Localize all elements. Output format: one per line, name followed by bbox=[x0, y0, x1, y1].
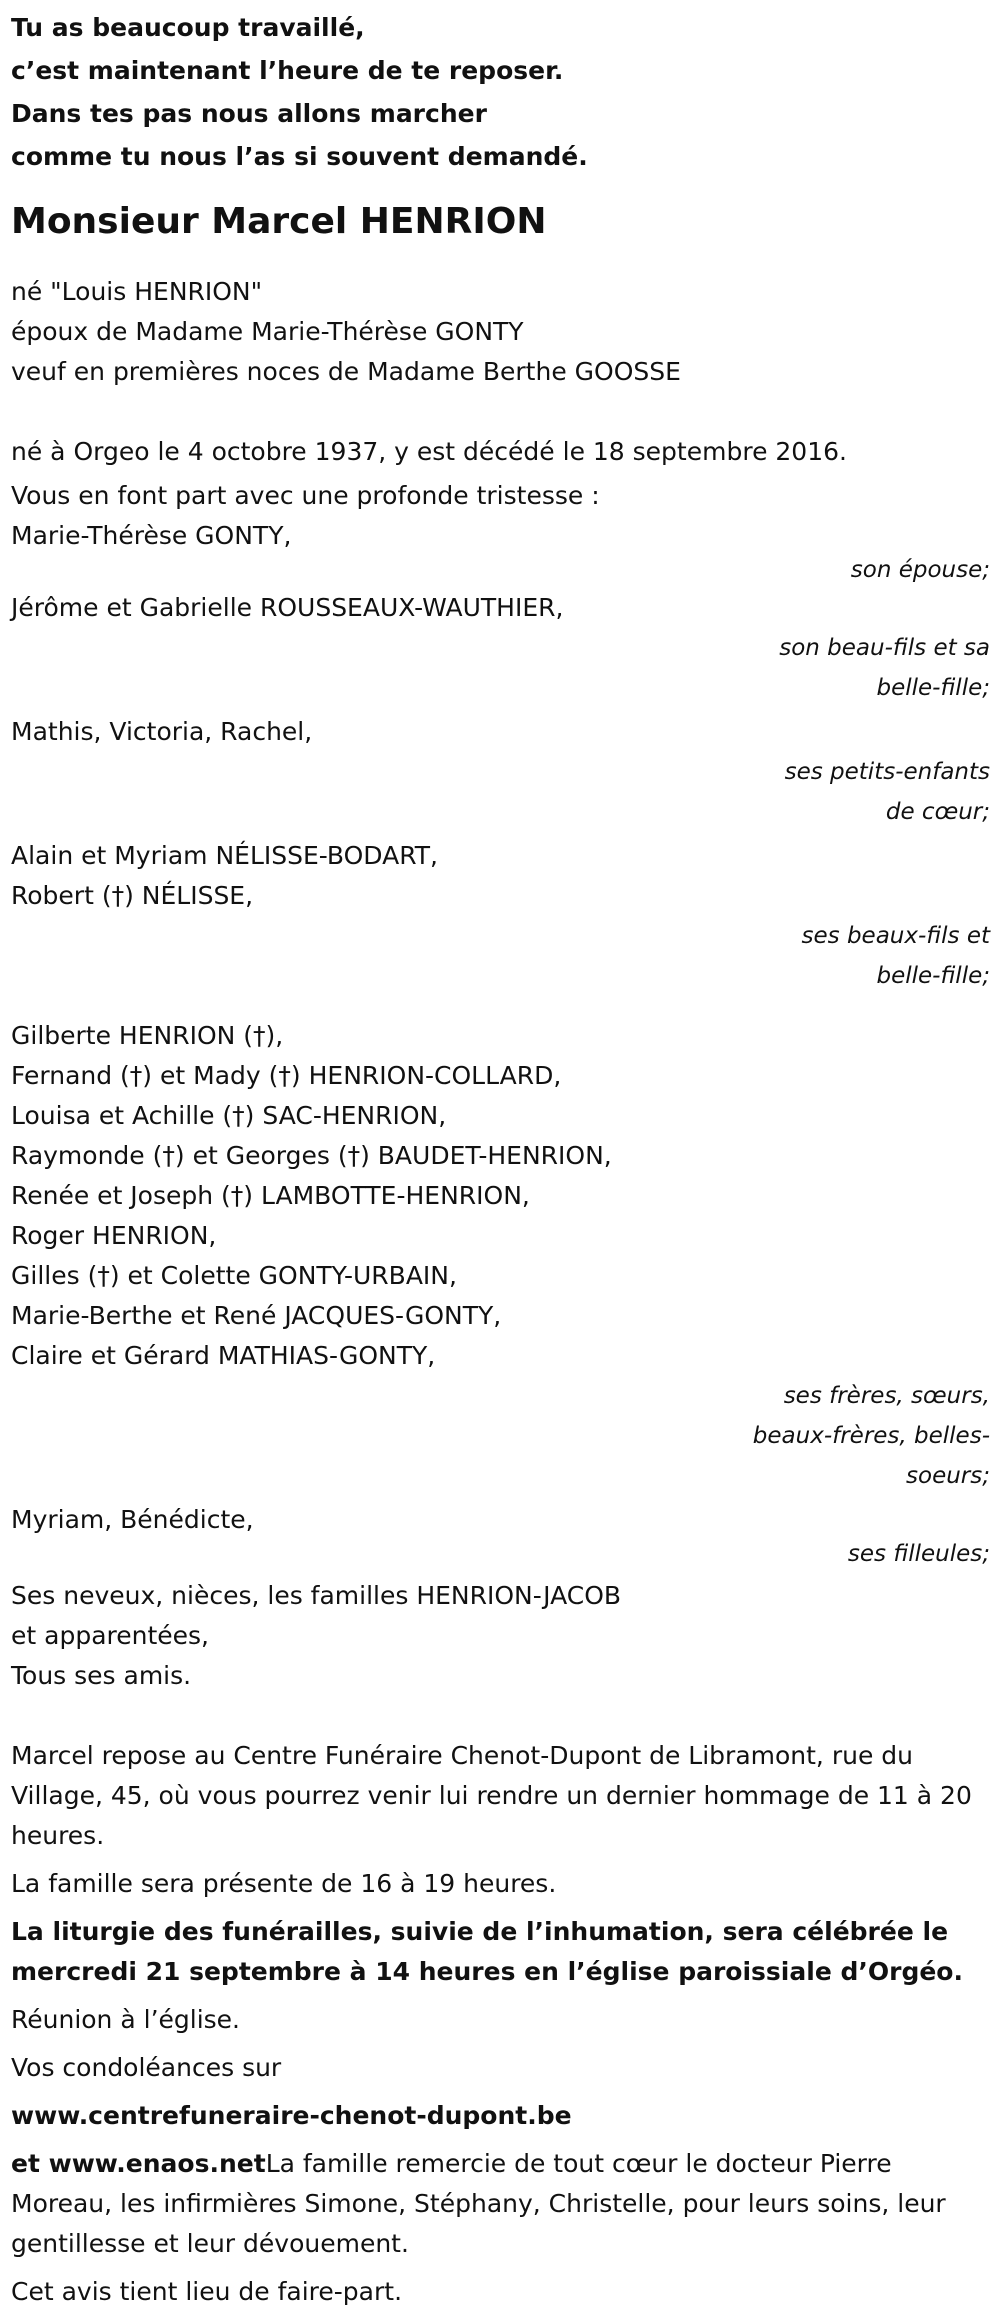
relatives-line: et apparentées, bbox=[11, 1621, 209, 1650]
liturgy-info: La liturgie des funérailles, suivie de l’inhumation, sera célébrée le mercredi 21 septembre à 14 heures en l’église paroissiale d’Orgéo. bbox=[11, 1917, 963, 1986]
sibling-line: Claire et Gérard MATHIAS-GONTY, bbox=[11, 1341, 436, 1370]
role-line: ses frères, sœurs, bbox=[783, 1383, 990, 1409]
website-link-2[interactable]: et www.enaos.net bbox=[11, 2149, 266, 2178]
sibling-line: Gilles (†) et Colette GONTY-URBAIN, bbox=[11, 1261, 457, 1290]
sibling-line: Raymonde (†) et Georges (†) BAUDET-HENRION, bbox=[11, 1141, 612, 1170]
birth-death-line: né à Orgeo le 4 octobre 1937, y est décédé le 18 septembre 2016. bbox=[11, 437, 847, 466]
role-line: ses petits-enfants bbox=[784, 759, 990, 785]
sibling-line: Marie-Berthe et René JACQUES-GONTY, bbox=[11, 1301, 502, 1330]
born-as-line: né "Louis HENRION" bbox=[11, 277, 263, 306]
sibling-line: Louisa et Achille (†) SAC-HENRION, bbox=[11, 1101, 447, 1130]
spouse-line: époux de Madame Marie-Thérèse GONTY bbox=[11, 317, 524, 346]
website-link-1[interactable]: www.centrefuneraire-chenot-dupont.be bbox=[11, 2101, 572, 2130]
role-line: de cœur; bbox=[885, 799, 990, 825]
poem-line: Tu as beaucoup travaillé, bbox=[11, 13, 365, 42]
wife-name: Marie-Thérèse GONTY, bbox=[11, 521, 292, 550]
other-relatives bbox=[11, 1576, 990, 1696]
announcement-intro: Vous en font part avec une profonde tristesse : bbox=[11, 481, 600, 510]
poem bbox=[11, 6, 990, 178]
sibling-line: Fernand (†) et Mady (†) HENRION-COLLARD, bbox=[11, 1061, 562, 1090]
role-line: ses beaux-fils et bbox=[801, 923, 990, 949]
thanks-paragraph bbox=[11, 2144, 990, 2264]
sibling-line: Renée et Joseph (†) LAMBOTTE-HENRION, bbox=[11, 1181, 530, 1210]
poem-line: Dans tes pas nous allons marcher bbox=[11, 99, 487, 128]
sibling-line: Roger HENRION, bbox=[11, 1221, 217, 1250]
stepchildren-names: Jérôme et Gabrielle ROUSSEAUX-WAUTHIER, bbox=[11, 593, 564, 622]
relatives-line: Tous ses amis. bbox=[11, 1661, 192, 1690]
grandchildren-names: Mathis, Victoria, Rachel, bbox=[11, 717, 313, 746]
role-line: beaux-frères, belles- bbox=[752, 1423, 990, 1449]
deceased-details bbox=[11, 272, 990, 392]
thanks-text: La famille remercie de tout cœur le docteur Pierre Moreau, les infirmières Simone, Stéphany, Christelle, pour leurs soins, leur gentillesse et leur dévouement. bbox=[11, 2149, 946, 2258]
poem-line: comme tu nous l’as si souvent demandé. bbox=[11, 142, 588, 171]
family-present-info: La famille sera présente de 16 à 19 heures. bbox=[11, 1869, 557, 1898]
sibling-line: Gilberte HENRION (†), bbox=[11, 1021, 284, 1050]
notice-info: Cet avis tient lieu de faire-part. bbox=[11, 2277, 403, 2306]
condolences-info: Vos condoléances sur bbox=[11, 2053, 282, 2082]
inlaws-names-1: Alain et Myriam NÉLISSE-BODART, bbox=[11, 841, 438, 870]
siblings-list bbox=[11, 1016, 990, 1376]
siblings-role bbox=[11, 1376, 990, 1496]
inlaws-names-2: Robert (†) NÉLISSE, bbox=[11, 881, 254, 910]
deceased-name-title: Monsieur Marcel HENRION bbox=[11, 201, 547, 242]
stepchildren-role bbox=[11, 628, 990, 708]
inlaws-role bbox=[11, 916, 990, 996]
role-line: son beau-fils et sa bbox=[779, 635, 990, 661]
role-line: belle-fille; bbox=[876, 963, 990, 989]
goddaughters-names: Myriam, Bénédicte, bbox=[11, 1505, 254, 1534]
poem-line: c’est maintenant l’heure de te reposer. bbox=[11, 56, 564, 85]
role-line: soeurs; bbox=[906, 1463, 990, 1489]
wife-role: son épouse; bbox=[850, 557, 990, 583]
meeting-info: Réunion à l’église. bbox=[11, 2005, 241, 2034]
widower-line: veuf en premières noces de Madame Berthe GOOSSE bbox=[11, 357, 681, 386]
role-line: belle-fille; bbox=[876, 675, 990, 701]
grandchildren-role bbox=[11, 752, 990, 832]
relatives-line: Ses neveux, nièces, les familles HENRION-JACOB bbox=[11, 1581, 622, 1610]
rest-info: Marcel repose au Centre Funéraire Chenot-Dupont de Libramont, rue du Village, 45, où vous pourrez venir lui rendre un dernier hommage de 11 à 20 heures. bbox=[11, 1741, 972, 1850]
goddaughters-role: ses filleules; bbox=[847, 1541, 990, 1567]
